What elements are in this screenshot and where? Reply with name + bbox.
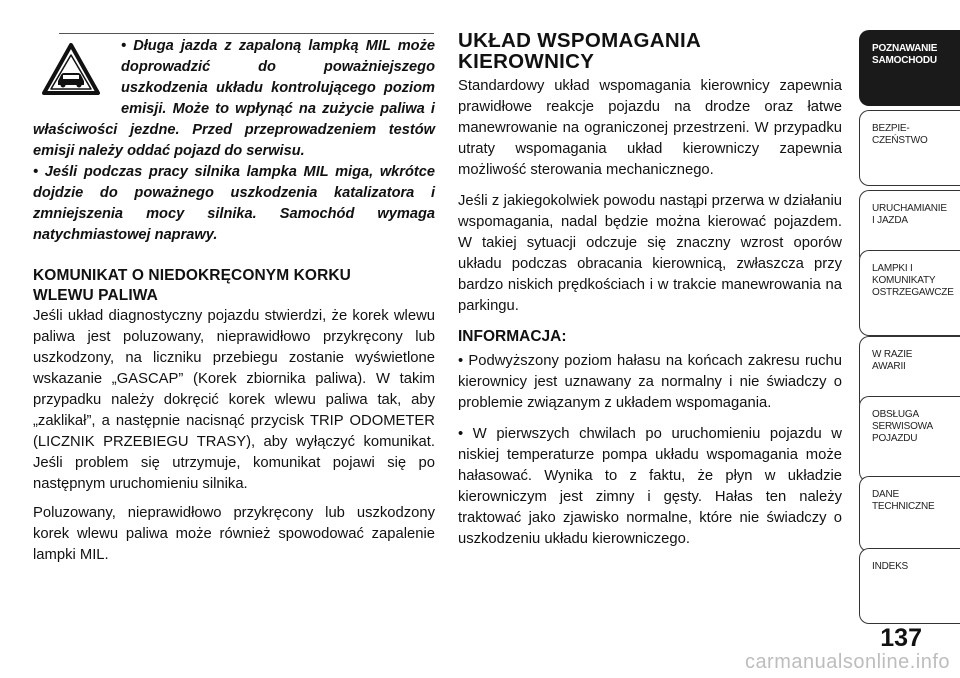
tab-label: AWARII (872, 361, 906, 372)
tab-label: OBSŁUGA (872, 409, 919, 420)
title-line-1: UKŁAD WSPOMAGANIA (458, 29, 702, 52)
tab-label: DANE (872, 489, 899, 500)
steering-paragraph-1: Standardowy układ wspomagania kierownicy zapewnia prawidłowe reakcje pojazdu na drodze oraz łatwe manewrowanie na ograniczonej przestrzeni. W przypadku utraty wspomagania układ kierowniczy zapewnia możliwość sterowania mechanicznego. (458, 78, 842, 178)
info-paragraph-1: • Podwyższony poziom hałasu na końcach zakresu ruchu kierownicy jest uznawany za normalny i nie świadczy o problemie związanym z układem wspomagania. (458, 353, 842, 411)
section-title-power-steering (458, 30, 842, 72)
warning-paragraph-1: • Długa jazda z zapaloną lampką MIL może doprowadzić do poważniejszego uszkodzenia układu kontrolującego poziom emisji. Może to wpłynąć na zużycie paliwa i właściwości jezdne. Przed przeprowadzeniem testów emisji należy oddać pojazd do serwisu. (33, 38, 435, 159)
fuel-cap-paragraph-2: Poluzowany, nieprawidłowo przykręcony lub uszkodzony korek wlewu paliwa może również spowodować zapalenie lampki MIL. (33, 505, 435, 563)
tab-label: CZEŃSTWO (872, 135, 928, 146)
tab-label: I JAZDA (872, 215, 908, 226)
tab-dane-techniczne[interactable] (859, 476, 960, 552)
section-heading-fuel-cap (33, 266, 435, 306)
tab-label: SAMOCHODU (872, 55, 937, 66)
title-line-2: KIEROWNICY (458, 50, 595, 73)
tab-indeks[interactable] (859, 548, 960, 624)
tab-label: POZNAWANIE (872, 43, 938, 54)
tab-label: URUCHAMIANIE (872, 203, 947, 214)
tab-label: BEZPIE- (872, 123, 910, 134)
tab-bezpieczenstwo[interactable] (859, 110, 960, 186)
page-number: 137 (880, 624, 922, 652)
tab-label: POJAZDU (872, 433, 918, 444)
heading-line-2: WLEWU PALIWA (33, 287, 158, 304)
warning-paragraph-2: • Jeśli podczas pracy silnika lampka MIL miga, wkrótce dojdzie do poważnego uszkodzenia katalizatora i zmniejszenia mocy silnika. Samochód wymaga natychmiastowej naprawy. (33, 164, 435, 243)
tab-label: OSTRZEGAWCZE (872, 287, 954, 298)
fuel-cap-paragraph-1: Jeśli układ diagnostyczny pojazdu stwierdzi, że korek wlewu paliwa jest poluzowany, nieprawidłowo przykręcony lub uszkodzony, na liczniku przebiegu zostanie wyświetlone wskazanie „GASCAP” (Korek zbiornika paliwa). W takim przypadku należy dokręcić korek wlewu paliwa tak, aby „zaklikał”, a następnie nacisnąć przycisk TRIP ODOMETER (LICZNIK PRZEBIEGU TRASY), aby wyłączyć komunikat. Jeśli problem się utrzymuje, komunikat pojawi się po następnym uruchomieniu silnika. (33, 308, 435, 492)
info-paragraph-2: • W pierwszych chwilach po uruchomieniu pojazdu w niskiej temperaturze pompa układu wspomagania może hałasować. Wynika to z faktu, że płyn w układzie kierowniczym jest zimny i gęsty. Hałas ten należy traktować jako zjawisko normalne, które nie świadczy o uszkodzeniu układu kierowniczego. (458, 426, 842, 547)
watermark: carmanualsonline.info (744, 651, 950, 673)
chapter-tabs (859, 0, 960, 678)
tab-label: SERWISOWA (872, 421, 933, 432)
tab-lampki-i-komunikaty[interactable] (859, 250, 960, 336)
info-heading: INFORMACJA: (458, 328, 567, 345)
heading-line-1: KOMUNIKAT O NIEDOKRĘCONYM KORKU (33, 267, 351, 284)
steering-paragraph-2: Jeśli z jakiegokolwiek powodu nastąpi przerwa w działaniu wspomagania, nadal będzie można kierować pojazdem. W takiej sytuacji odczuje się znaczny wzrost oporów układu podczas obracania kierownicą, zwłaszcza przy bardzo niskich prędkościach i w trakcie manewrowania na parkingu. (458, 193, 842, 314)
warning-triangle-car-icon (27, 41, 115, 101)
right-column (458, 30, 842, 550)
warning-divider (59, 33, 434, 34)
warning-block (33, 36, 435, 246)
tab-label: INDEKS (872, 561, 909, 572)
tab-label: TECHNICZNE (872, 501, 935, 512)
tab-obsluga-serwisowa[interactable] (859, 396, 960, 482)
left-column (33, 36, 435, 566)
tab-label: KOMUNIKATY (872, 275, 936, 286)
tab-label: W RAZIE (872, 349, 913, 360)
tab-poznawanie-samochodu[interactable] (859, 30, 960, 106)
tab-label: LAMPKI I (872, 263, 913, 274)
